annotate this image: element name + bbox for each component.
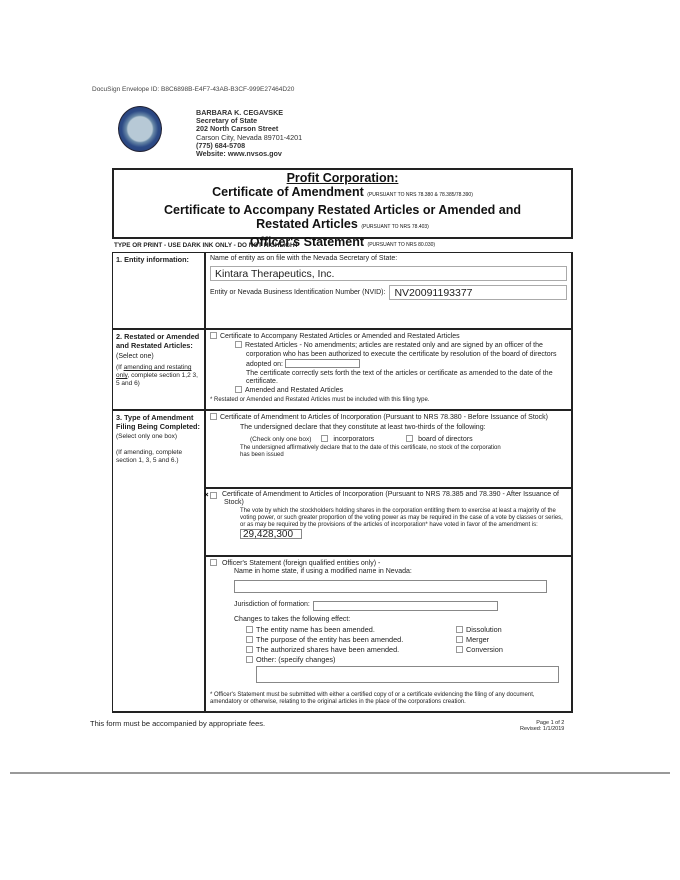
page-info: Page 1 of 2 Revised: 1/1/2019 (520, 720, 565, 732)
title-line-4-ref: (PURSUANT TO NRS 78.403) (361, 224, 429, 230)
office-city: Carson City, Nevada 89701-4201 (196, 132, 303, 142)
section-1-label: 1. Entity information: (113, 253, 206, 328)
incorporators-checkbox[interactable] (321, 435, 328, 442)
board-checkbox[interactable] (406, 435, 413, 442)
merger-checkbox[interactable] (456, 636, 463, 643)
section-2-footnote: * Restated or Amended and Restated Articles must be included with this filing type. (210, 396, 430, 403)
title-line-5: Officer's Statement (249, 234, 365, 249)
fees-note: This form must be accompanied by appropriate fees. (90, 719, 266, 728)
title-line-3: Certificate to Accompany Restated Articles or Amended and (163, 202, 522, 217)
after-issuance-checkbox[interactable]: × (210, 492, 217, 499)
purpose-amended-checkbox[interactable] (246, 636, 253, 643)
section-3-label: 3. Type of Amendment Filing Being Completed: (Select only one box) (If amending, complete section 1, 3, 5 and 6.) (113, 411, 206, 712)
entity-name-label: Name of entity as on file with the Nevada Secretary of State: (210, 255, 398, 262)
certificate-accompany-checkbox[interactable] (210, 332, 217, 339)
dissolution-checkbox[interactable] (456, 626, 463, 633)
office-address (196, 109, 302, 158)
section-2: Certificate to Accompany Restated Articles or Amended and Restated Articles Restated Articles - No amendments; articles are restated only and are signed by an officer of the corporation who has been authorized to execute the certificate by resolution of the board of directors adopted on: The certificate correctly sets forth the text of the articles or certificate as amended to the date of the certificate. Amended and Restated Articles * Restated or Amended and Restated Articles must be included with this filing type. (206, 330, 571, 411)
envelope-id: DocuSign Envelope ID: B8C6898B-E4F7-43AB-B3CF-999E27464D20 (92, 86, 295, 93)
section-3-officers-statement: Officer's Statement (foreign qualified entities only) - Name in home state, if using a modified name in Nevada: Jurisdiction of formation: Changes to takes the following effect: The entity name has been amended. The purpose of the entity has been amended. The authorized shares have been amended. Other: (specify changes) Dissolution Merger Conversion * Officer's Statement must be submitted with either a certified copy of or a certificate evidencing the filing of any document, amendatory or otherwise, relating to the original articles in the place of the corporations creation. (206, 557, 571, 712)
title-line-2-ref: (PURSUANT TO NRS 78.380 & 78.385/78.390) (367, 192, 473, 198)
office-street: 202 North Carson Street (196, 124, 279, 134)
officers-statement-footnote: * Officer's Statement must be submitted with either a certified copy of or a certificate evidencing the filing of any document, amendatory or otherwise, relating to the original articles in the place of the corporations creation. (210, 692, 535, 706)
other-checkbox[interactable] (246, 656, 253, 663)
jurisdiction-field[interactable] (313, 601, 498, 611)
form-table (112, 252, 573, 713)
section-1 (206, 253, 571, 328)
restated-text: The certificate correctly sets forth the text of the articles or certificate as amended to the date of the certificate. (246, 369, 553, 386)
name-amended-checkbox[interactable] (246, 626, 253, 633)
conversion-checkbox[interactable] (456, 646, 463, 653)
instructions: TYPE OR PRINT - USE DARK INK ONLY - DO NOT HIGHLIGHT (114, 242, 299, 249)
section-2-label: 2. Restated or Amended and Restated Articles: (Select one) (If amending and restating only, complete section 1,2 3, 5 and 6) (113, 330, 206, 411)
vote-count-field[interactable]: 29,428,300 (240, 529, 302, 539)
section-3-after-issuance: × Certificate of Amendment to Articles of Incorporation (Pursuant to NRS 78.385 and 78.390 - After Issuance of Stock) The vote by which the stockholders holding shares in the corporation entitling them to exercise at least a majority of the voting power, or such greater proportion of the voting power as may be required in the case of a vote by classes or series, or as may be required by the provisions of the articles of incorporation* have voted in favor of the amendment is: 29,428,300 (206, 489, 571, 555)
office-phone: (775) 684-5708 (196, 140, 246, 150)
office-name: BARBARA K. CEGAVSKE (196, 108, 284, 117)
home-name-field[interactable] (234, 580, 547, 593)
shares-amended-checkbox[interactable] (246, 646, 253, 653)
office-website: Website: www.nvsos.gov (196, 149, 282, 159)
section-3-before-issuance: Certificate of Amendment to Articles of Incorporation (Pursuant to NRS 78.380 - Before Issuance of Stock) The undersigned declare that they constitute at least two-thirds of the following: (Check only one box) incorporators board of directors The undersigned affirmatively declare that to the date of this certificate, no stock of the corporation has been issued (206, 411, 571, 487)
before-issuance-checkbox[interactable] (210, 413, 217, 420)
nevada-seal-logo (118, 106, 162, 152)
officers-statement-checkbox[interactable] (210, 559, 217, 566)
amended-restated-checkbox[interactable] (235, 386, 242, 393)
title-line-4: Restated Articles (256, 217, 358, 231)
nvid-label: Entity or Nevada Business Identification Number (NVID): (210, 288, 386, 296)
vote-text: The vote by which the stockholders holding shares in the corporation entitling them to exercise at least a majority of the voting power, or such greater proportion of the voting power as may be required in the case of a vote by classes or series, or as may be required by the provisions of the articles of incorporation* have voted in favor of the amendment is: 29,428,300 (240, 507, 563, 541)
nvid-field[interactable]: NV20091193377 (389, 285, 567, 300)
office-title: Secretary of State (196, 116, 258, 126)
other-changes-field[interactable] (256, 666, 559, 683)
adopted-on-field[interactable] (285, 359, 360, 368)
title-line-5-ref: (PURSUANT TO NRS 80.030) (367, 241, 436, 248)
page-divider (10, 772, 670, 774)
restated-articles-checkbox[interactable] (235, 341, 242, 348)
entity-name-field[interactable]: Kintara Therapeutics, Inc. (210, 266, 567, 281)
title-line-1: Profit Corporation: (286, 171, 399, 185)
title-line-2: Certificate of Amendment (212, 185, 364, 199)
